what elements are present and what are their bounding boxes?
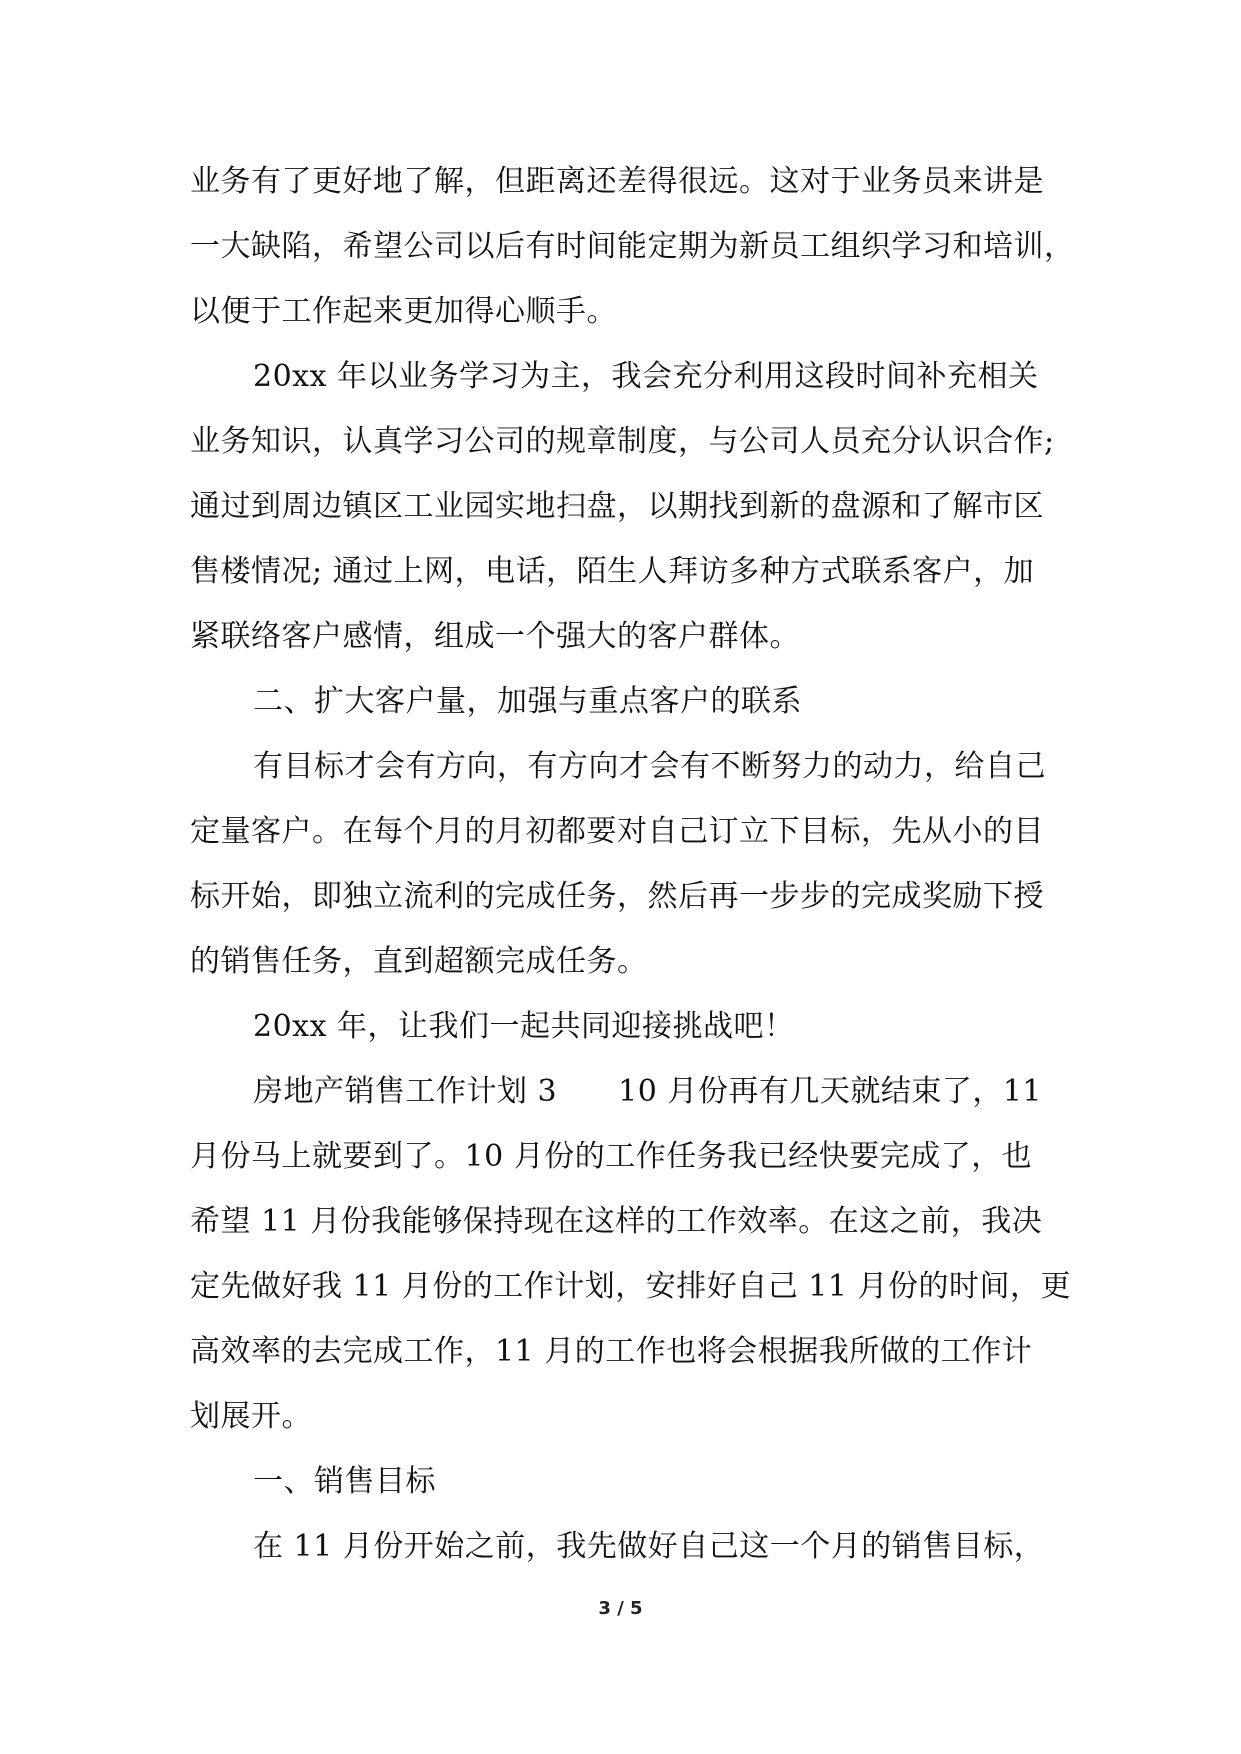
text-line: 划展开。	[190, 1399, 312, 1434]
text-line: 一、销售目标	[253, 1464, 436, 1499]
document-body	[190, 158, 1075, 1588]
text-line: 月份马上就要到了。10 月份的工作任务我已经快要完成了，也	[190, 1139, 1033, 1174]
text-line: 紧联络客户感情，组成一个强大的客户群体。	[190, 619, 800, 654]
text-line: 房地产销售工作计划 3 10 月份再有几天就结束了，11	[253, 1074, 1043, 1109]
text-line: 以便于工作起来更加得心顺手。	[190, 294, 617, 329]
text-line: 定量客户。在每个月的月初都要对自己订立下目标，先从小的目	[190, 814, 1044, 849]
text-line: 售楼情况; 通过上网，电话，陌生人拜访多种方式联系客户，加	[190, 554, 1035, 589]
text-line: 在 11 月份开始之前，我先做好自己这一个月的销售目标，	[253, 1529, 1045, 1564]
text-line: 希望 11 月份我能够保持现在这样的工作效率。在这之前，我决	[190, 1204, 1043, 1239]
text-line: 一大缺陷，希望公司以后有时间能定期为新员工组织学习和培训，	[190, 229, 1075, 264]
text-line: 高效率的去完成工作，11 月的工作也将会根据我所做的工作计	[190, 1334, 1033, 1369]
text-line: 业务有了更好地了解，但距离还差得很远。这对于业务员来讲是	[190, 164, 1044, 199]
text-line: 二、扩大客户量，加强与重点客户的联系	[253, 684, 802, 719]
text-line: 通过到周边镇区工业园实地扫盘，以期找到新的盘源和了解市区	[190, 489, 1044, 524]
text-line: 20xx 年以业务学习为主，我会充分利用这段时间补充相关	[253, 359, 1039, 394]
text-line: 定先做好我 11 月份的工作计划，安排好自己 11 月份的时间，更	[190, 1269, 1071, 1304]
text-line: 20xx 年，让我们一起共同迎接挑战吧！	[253, 1009, 795, 1044]
page-number: 3 / 5	[598, 1598, 643, 1619]
text-line: 的销售任务，直到超额完成任务。	[190, 944, 648, 979]
text-line: 业务知识，认真学习公司的规章制度，与公司人员充分认识合作;	[190, 424, 1055, 459]
text-line: 有目标才会有方向，有方向才会有不断努力的动力，给自己	[253, 749, 1046, 784]
text-line: 标开始，即独立流利的完成任务，然后再一步步的完成奖励下授	[190, 879, 1044, 914]
